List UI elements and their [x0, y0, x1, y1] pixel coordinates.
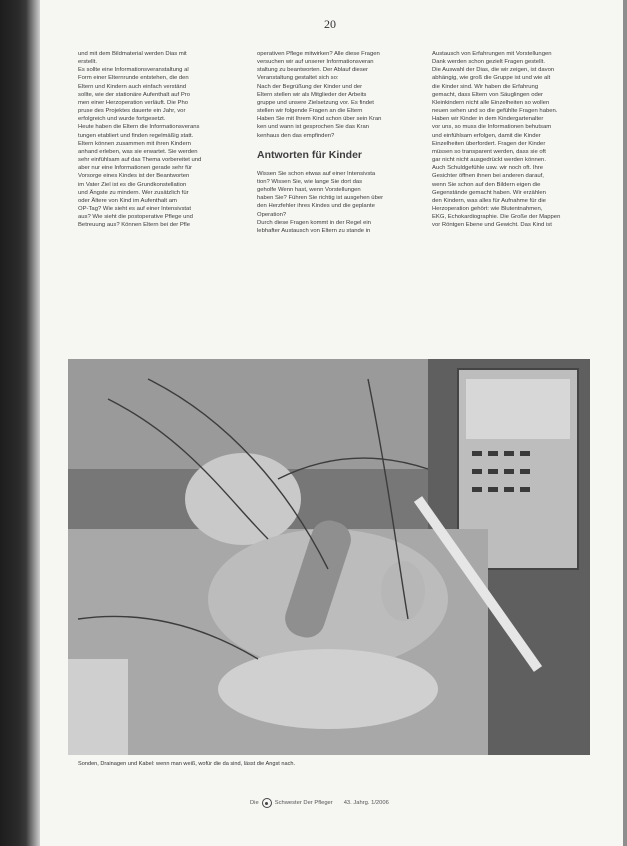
body-text-line: Die Auswahl der Dias, die wir zeigen, ist davon	[432, 67, 555, 74]
body-text-line: Gegenstände gemacht haben. Wir erzählen	[432, 189, 546, 196]
body-text-line: EKG, Echokardiographie. Die Große der Mappen	[432, 214, 561, 221]
body-text-line: Haben Sie mit Ihrem Kind schon über sein Kran	[257, 116, 382, 123]
page-number: 20	[324, 17, 336, 31]
body-text-line: gar nicht nicht ausgedrückt werden können.	[432, 157, 546, 164]
body-text-line: und mit dem Bildmaterial werden Dias mit	[78, 51, 187, 57]
body-text-line: Es sollte eine Informationsveranstaltung al	[78, 67, 189, 74]
body-text-line: Form einer Elternrunde entstehen, die den	[78, 75, 189, 82]
body-text-line: operativen Pflege mitwirken? Alle diese Fragen	[257, 51, 380, 57]
body-text-line: neuen sehen und so die gefühlte Fragen haben.	[432, 108, 558, 115]
body-text-line: und Ängste zu mindern. Wer zusätzlich für	[78, 189, 189, 196]
body-text-line: Durch diese Fragen kommt in der Regel ein	[257, 219, 371, 226]
body-text-line: Austausch von Erfahrungen mit Vorstellungen	[432, 51, 552, 57]
body-text-line: im Vater Ziel ist es die Grundkonstellation	[78, 181, 187, 188]
body-text-line: lebhafter Austausch von Eltern zu stande in	[257, 227, 371, 234]
body-text-line: kenhaus den das empfinden?	[257, 132, 335, 139]
body-text-line: Einzelheiten überfordert. Fragen der Kinder	[432, 140, 546, 147]
body-text-line: gemacht, dass Eltern von Säuglingen oder	[432, 91, 544, 98]
body-text-line: pruse des Projektes dauerte ein Jahr, vor	[78, 108, 186, 115]
body-text-line: müssen so transparent werden, dass sie oft	[432, 148, 546, 155]
body-text-line: OP-Tag? Wie sieht es auf einer Intensivstat	[78, 205, 191, 212]
body-text-line: Eltern können zusammen mit ihren Kindern	[78, 140, 191, 147]
body-text-line: erstellt.	[78, 59, 97, 66]
body-text-line: Veranstaltung gestaltet sich so:	[257, 75, 339, 82]
body-text-line: Operation?	[257, 211, 287, 218]
body-text-line: Betreuung aus? Können Eltern bei der Pfle	[78, 222, 190, 229]
body-text-line: sollte, wie der stationäre Aufenthalt auf Pro	[78, 91, 190, 98]
text-column-right	[432, 50, 592, 350]
body-text-line: oder Ältere von Kind im Aufenthalt am	[78, 197, 177, 204]
body-text-line: Vorsorge eines Kindes ist der Beantworten	[78, 173, 190, 180]
body-text-line: Auch Schuldgefühle usw. wir noch oft. Ihre	[432, 165, 544, 172]
body-text-line: men einer Herzoperation verläuft. Die Pho	[78, 99, 189, 106]
body-text-line: staltung zu beantworten. Der Ablauf dieser	[257, 67, 369, 74]
issue-info: 43. Jahrg. 1/2006	[343, 800, 389, 806]
text-column-left	[78, 50, 238, 350]
body-text-line: ken und wann ist gesprochen Sie das Kran	[257, 124, 369, 131]
body-text-line: Dank werden schon gezielt Fragen gestellt.	[432, 59, 545, 66]
body-text-line: den Herzfehler ihres Kindes und die geplante	[257, 203, 375, 210]
body-text-line: und einfühlsam erfolgen, damit die Kinder	[432, 132, 541, 139]
brand-right: Schwester Der Pfleger	[274, 800, 333, 806]
body-text-line: erfolgreich und wurde fortgesetzt.	[78, 116, 166, 123]
body-text-line: versuchen wir auf unserer Informationsveran	[257, 59, 374, 66]
body-text-line: vor uns, so muss die Informationen behutsam	[432, 124, 552, 131]
body-text-line: die Kinder sind. Wir haben die Erfahrung	[432, 83, 539, 90]
body-text-line: Kleinkindern nicht alle Einzelheiten so wollen	[432, 99, 550, 106]
body-text-line: vor Röntgen Ebene und Gewicht. Das Kind ist	[432, 222, 552, 229]
body-text-line: aus? Wie sieht die postoperative Pflege und	[78, 214, 193, 221]
body-text-line: wenn Sie schon auf den Bildern eigen die	[432, 181, 541, 188]
body-text-line: stellen wir folgende Fragen an die Eltern	[257, 108, 363, 115]
body-text-line: tungen etabliert und finden regelmäßig statt.	[78, 132, 194, 139]
photo-illustration	[68, 359, 590, 755]
scan-binding-edge	[0, 0, 40, 846]
body-text-line: tion? Wissen Sie, wie lange Sie dort das	[257, 178, 363, 185]
body-text-line: den Kindern, was alles für Aufnahme für die	[432, 197, 546, 204]
body-text-line: haben Sie? Führen Sie richtig ist ausgehen über	[257, 195, 384, 202]
body-text-line: gruppe und unsere Zielsetzung vor. Es findet	[257, 99, 374, 106]
brand-left: Die	[250, 800, 259, 806]
body-text-line: Gesichter öffnen ihnen bei anderen darauf,	[432, 173, 544, 180]
magazine-logo-icon	[262, 798, 272, 808]
body-text-line: Heute haben die Eltern die Informationsverans	[78, 124, 200, 131]
body-text-line: geholfe Wenn hast, wenn Vorstellungen	[257, 187, 361, 194]
body-text-line: anhand erleben, was sie erwartet. Sie werden	[78, 148, 198, 155]
body-text-line: Haben wir Kinder in dem Kindergartenalter	[432, 116, 544, 123]
body-text-line: Wissen Sie schon etwas auf einer Intensivsta	[257, 170, 376, 177]
section-heading: Antworten für Kinder	[257, 148, 362, 161]
body-text-line: Nach der Begrüßung der Kinder und der	[257, 83, 363, 90]
body-text-line: sehr einfühlsam auf das Thema vorbereitet und	[78, 157, 202, 164]
article-photo	[68, 359, 590, 755]
body-text-line: Eltern stellen wir als Mitglieder der Arbeits	[257, 91, 367, 98]
page-footer	[250, 796, 390, 810]
body-text-line: aber nur eine Informationen gerade sehr für	[78, 165, 192, 172]
text-column-middle	[257, 50, 412, 350]
body-text-line: Eltern und Kindern auch einfach verständ	[78, 83, 187, 90]
scan-right-edge	[623, 0, 627, 846]
photo-caption: Sonden, Drainagen und Kabel: wenn man weiß, wofür die da sind, lässt die Angst nach.	[78, 761, 296, 767]
body-text-line: abhängig, wie groß die Gruppe ist und wie alt	[432, 75, 551, 82]
body-text-line: Herzoperation gehört: wie Blutentnahmen,	[432, 205, 543, 212]
